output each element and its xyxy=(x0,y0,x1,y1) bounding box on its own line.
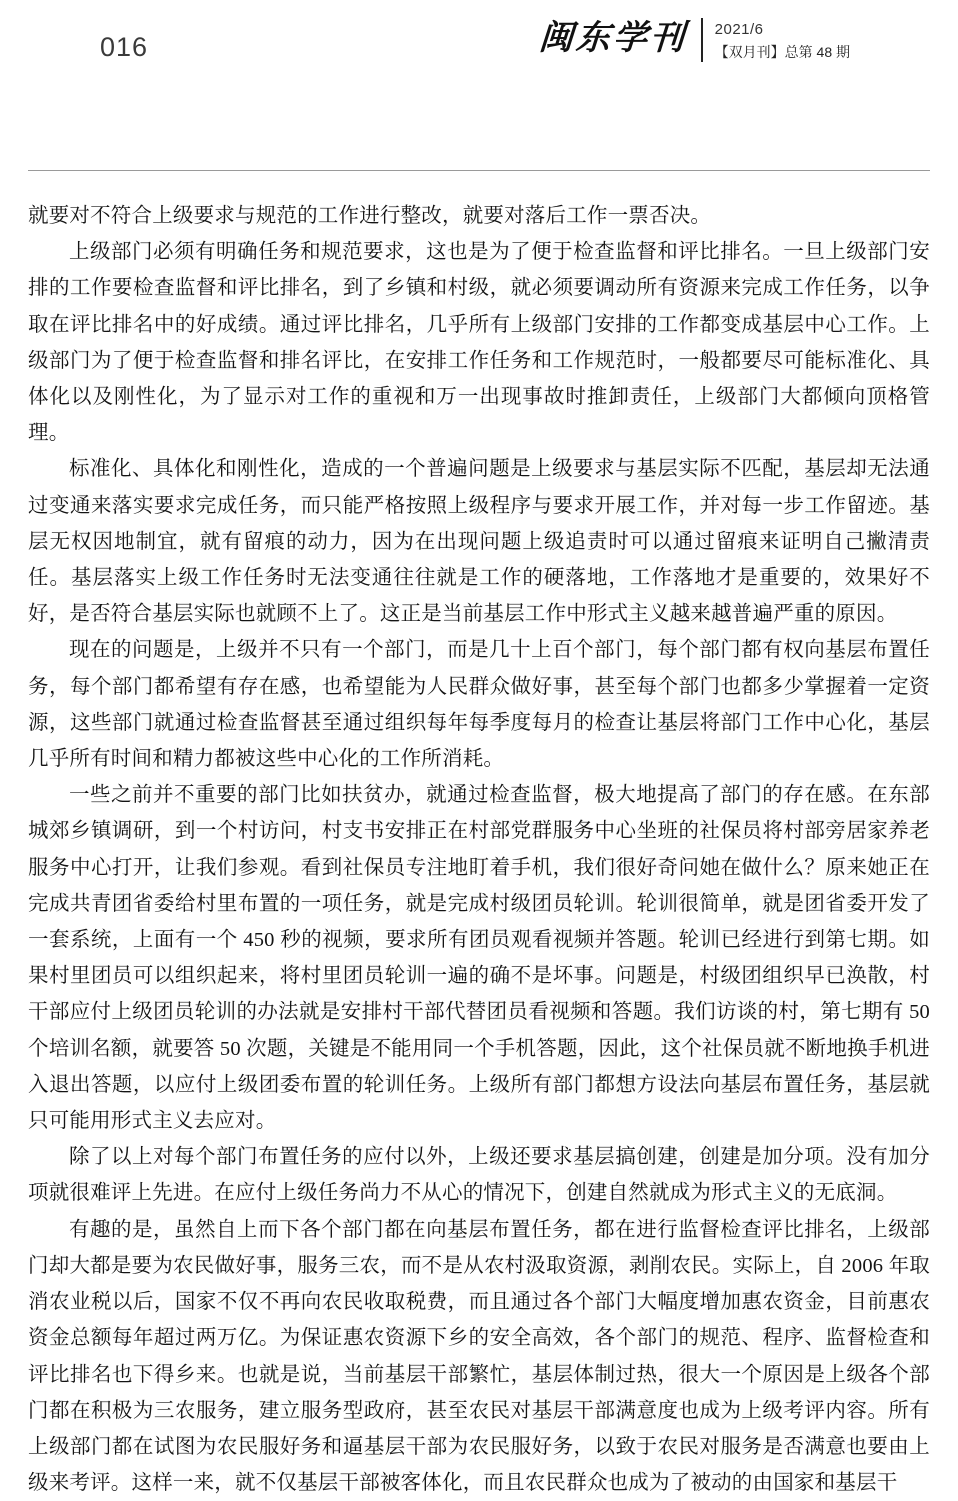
paragraph: 就要对不符合上级要求与规范的工作进行整改，就要对落后工作一票否决。 xyxy=(28,205,712,227)
issue-year: 2021/6 xyxy=(714,21,764,38)
header-divider xyxy=(28,170,930,171)
journal-title: 闽东学刊 xyxy=(537,18,689,58)
issue-meta: 【双月刊】总第 48 期 xyxy=(714,44,850,60)
page-header xyxy=(0,0,958,120)
paragraph: 上级部门必须有明确任务和规范要求，这也是为了便于检查监督和评比排名。一旦上级部门安排的工作要检查监督和评比排名，到了乡镇和村级，就必须要调动所有资源来完成工作任务，以争取在评比排名中的好成绩。通过评比排名，几乎所有上级部门安排的工作都变成基层中心工作。上级部门为了便于检查监督和排名评比，在安排工作任务和工作规范时，一般都要尽可能标准化、具体化以及刚性化，为了显示对工作的重视和万一出现事故时推卸责任，上级部门大都倾向顶格管理。 xyxy=(28,241,930,445)
paragraph: 有趣的是，虽然自上而下各个部门都在向基层布置任务，都在进行监督检查评比排名，上级部门却大都是要为农民做好事，服务三农，而不是从农村汲取资源，剥削农民。实际上，自 2006 年取消农业税以后，国家不仅不再向农民收取税费，而且通过各个部门大幅度增加惠农资金，目前惠农资金总额每年超过两万亿。为保证惠农资源下乡的安全高效，各个部门的规范、程序、监督检查和评比排名也下得乡来。也就是说，当前基层干部繁忙，基层体制过热，很大一个原因是上级各个部门都在积极为三农服务，建立服务型政府，甚至农民对基层干部满意度也成为上级考评内容。所有上级部门都在试图为农民服好务和逼基层干部为农民服好务，以致于农民对服务是否满意也要由上级来考评。这样一来，就不仅基层干部被客体化，而且农民群众也成为了被动的由国家和基层干 xyxy=(28,1218,930,1495)
paragraph: 一些之前并不重要的部门比如扶贫办，就通过检查监督，极大地提高了部门的存在感。在东部城郊乡镇调研，到一个村访问，村支书安排正在村部党群服务中心坐班的社保员将村部旁居家养老服务中心打开，让我们参观。看到社保员专注地盯着手机，我们很好奇问她在做什么？原来她正在完成共青团省委给村里布置的一项任务，就是完成村级团员轮训。轮训很简单，就是团省委开发了一套系统，上面有一个 450 秒的视频，要求所有团员观看视频并答题。轮训已经进行到第七期。如果村里团员可以组织起来，将村里团员轮训一遍的确不是坏事。问题是，村级团组织早已涣散，村干部应付上级团员轮训的办法就是安排村干部代替团员看视频和答题。我们访谈的村，第七期有 50 个培训名额，就要答 50 次题，关键是不能用同一个手机答题，因此，这个社保员就不断地换手机进入退出答题，以应付上级团委布置的轮训任务。上级所有部门都想方设法向基层布置任务，基层就只可能用形式主义去应对。 xyxy=(28,784,930,1133)
page-number: 016 xyxy=(100,32,149,62)
paragraph: 除了以上对每个部门布置任务的应付以外，上级还要求基层搞创建，创建是加分项。没有加分项就很难评上先进。在应付上级任务尚力不从心的情况下，创建自然就成为形式主义的无底洞。 xyxy=(28,1146,930,1205)
paragraph: 现在的问题是，上级并不只有一个部门，而是几十上百个部门，每个部门都有权向基层布置任务，每个部门都希望有存在感，也希望能为人民群众做好事，甚至每个部门也都多少掌握着一定资源，这些部门就通过检查监督甚至通过组织每年每季度每月的检查让基层将部门工作中心化，基层几乎所有时间和精力都被这些中心化的工作所消耗。 xyxy=(28,639,930,771)
journal-masthead xyxy=(539,18,850,62)
article-body xyxy=(28,198,930,1501)
issue-info xyxy=(701,18,850,62)
paragraph: 标准化、具体化和刚性化，造成的一个普遍问题是上级要求与基层实际不匹配，基层却无法通过变通来落实要求完成任务，而只能严格按照上级程序与要求开展工作，并对每一步工作留迹。基层无权因地制宜，就有留痕的动力，因为在出现问题上级追责时可以通过留痕来证明自己撇清责任。基层落实上级工作任务时无法变通往往就是工作的硬落地，工作落地才是重要的，效果好不好，是否符合基层实际也就顾不上了。这正是当前基层工作中形式主义越来越普遍严重的原因。 xyxy=(28,458,930,626)
